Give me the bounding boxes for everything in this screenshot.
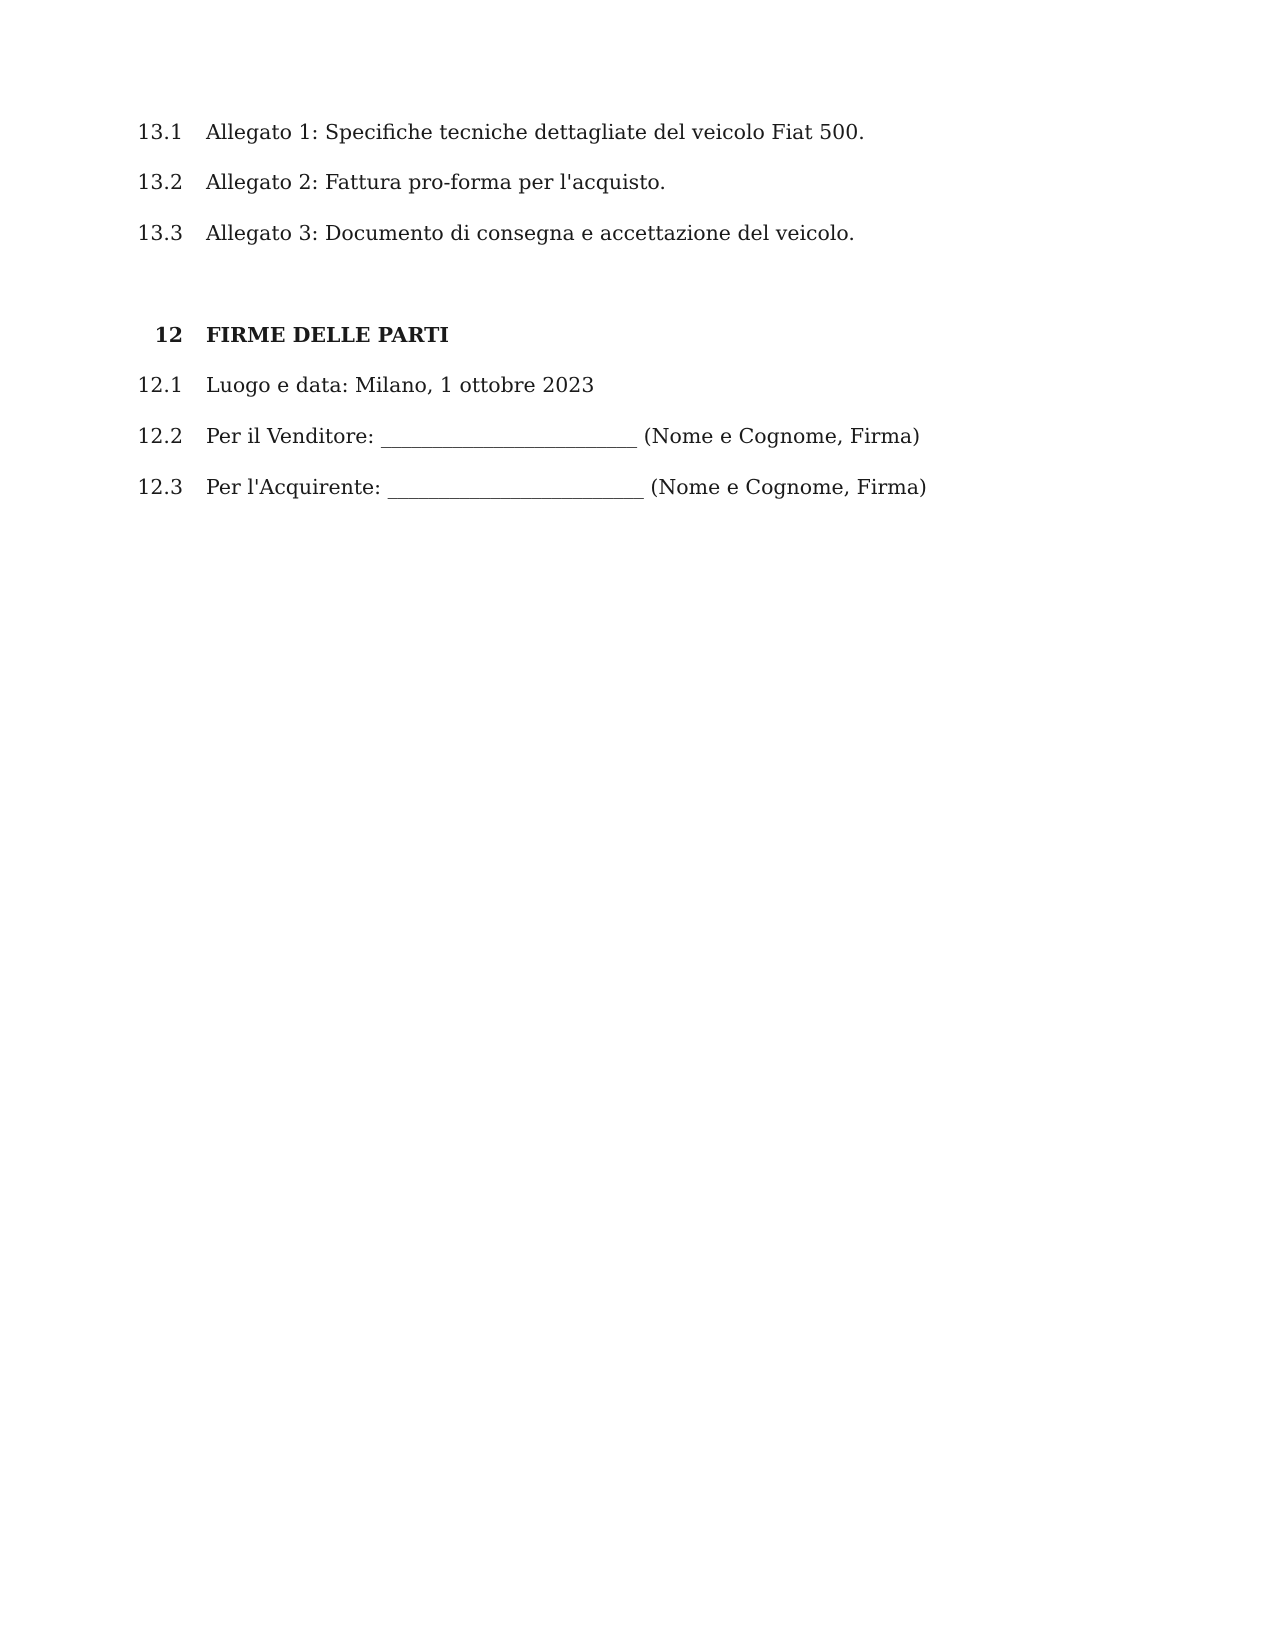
item-text: Per l'Acquirente: _________________________ (Nome e Cognome, Firma) xyxy=(206,475,927,499)
item-number: 12.1 xyxy=(137,373,183,397)
item-number: 12.2 xyxy=(137,424,183,448)
item-number: 13.2 xyxy=(137,170,183,194)
section-title: FIRME DELLE PARTI xyxy=(206,323,449,347)
section-heading xyxy=(0,320,1275,350)
list-item-seller-signature xyxy=(0,421,1275,451)
list-item-annex-3 xyxy=(0,218,1275,248)
item-text: Allegato 1: Specifiche tecniche dettagliate del veicolo Fiat 500. xyxy=(206,120,865,144)
item-text: Allegato 2: Fattura pro-forma per l'acquisto. xyxy=(206,170,666,194)
list-item-buyer-signature xyxy=(0,472,1275,502)
list-item-annex-1 xyxy=(0,117,1275,147)
item-text: Luogo e data: Milano, 1 ottobre 2023 xyxy=(206,373,595,397)
item-number: 12.3 xyxy=(137,475,183,499)
item-text: Per il Venditore: _________________________ (Nome e Cognome, Firma) xyxy=(206,424,921,448)
list-item-place-date xyxy=(0,370,1275,400)
item-number: 13.3 xyxy=(137,221,183,245)
section-number: 12 xyxy=(154,323,183,347)
list-item-annex-2 xyxy=(0,167,1275,197)
item-text: Allegato 3: Documento di consegna e accettazione del veicolo. xyxy=(206,221,855,245)
item-number: 13.1 xyxy=(137,120,183,144)
